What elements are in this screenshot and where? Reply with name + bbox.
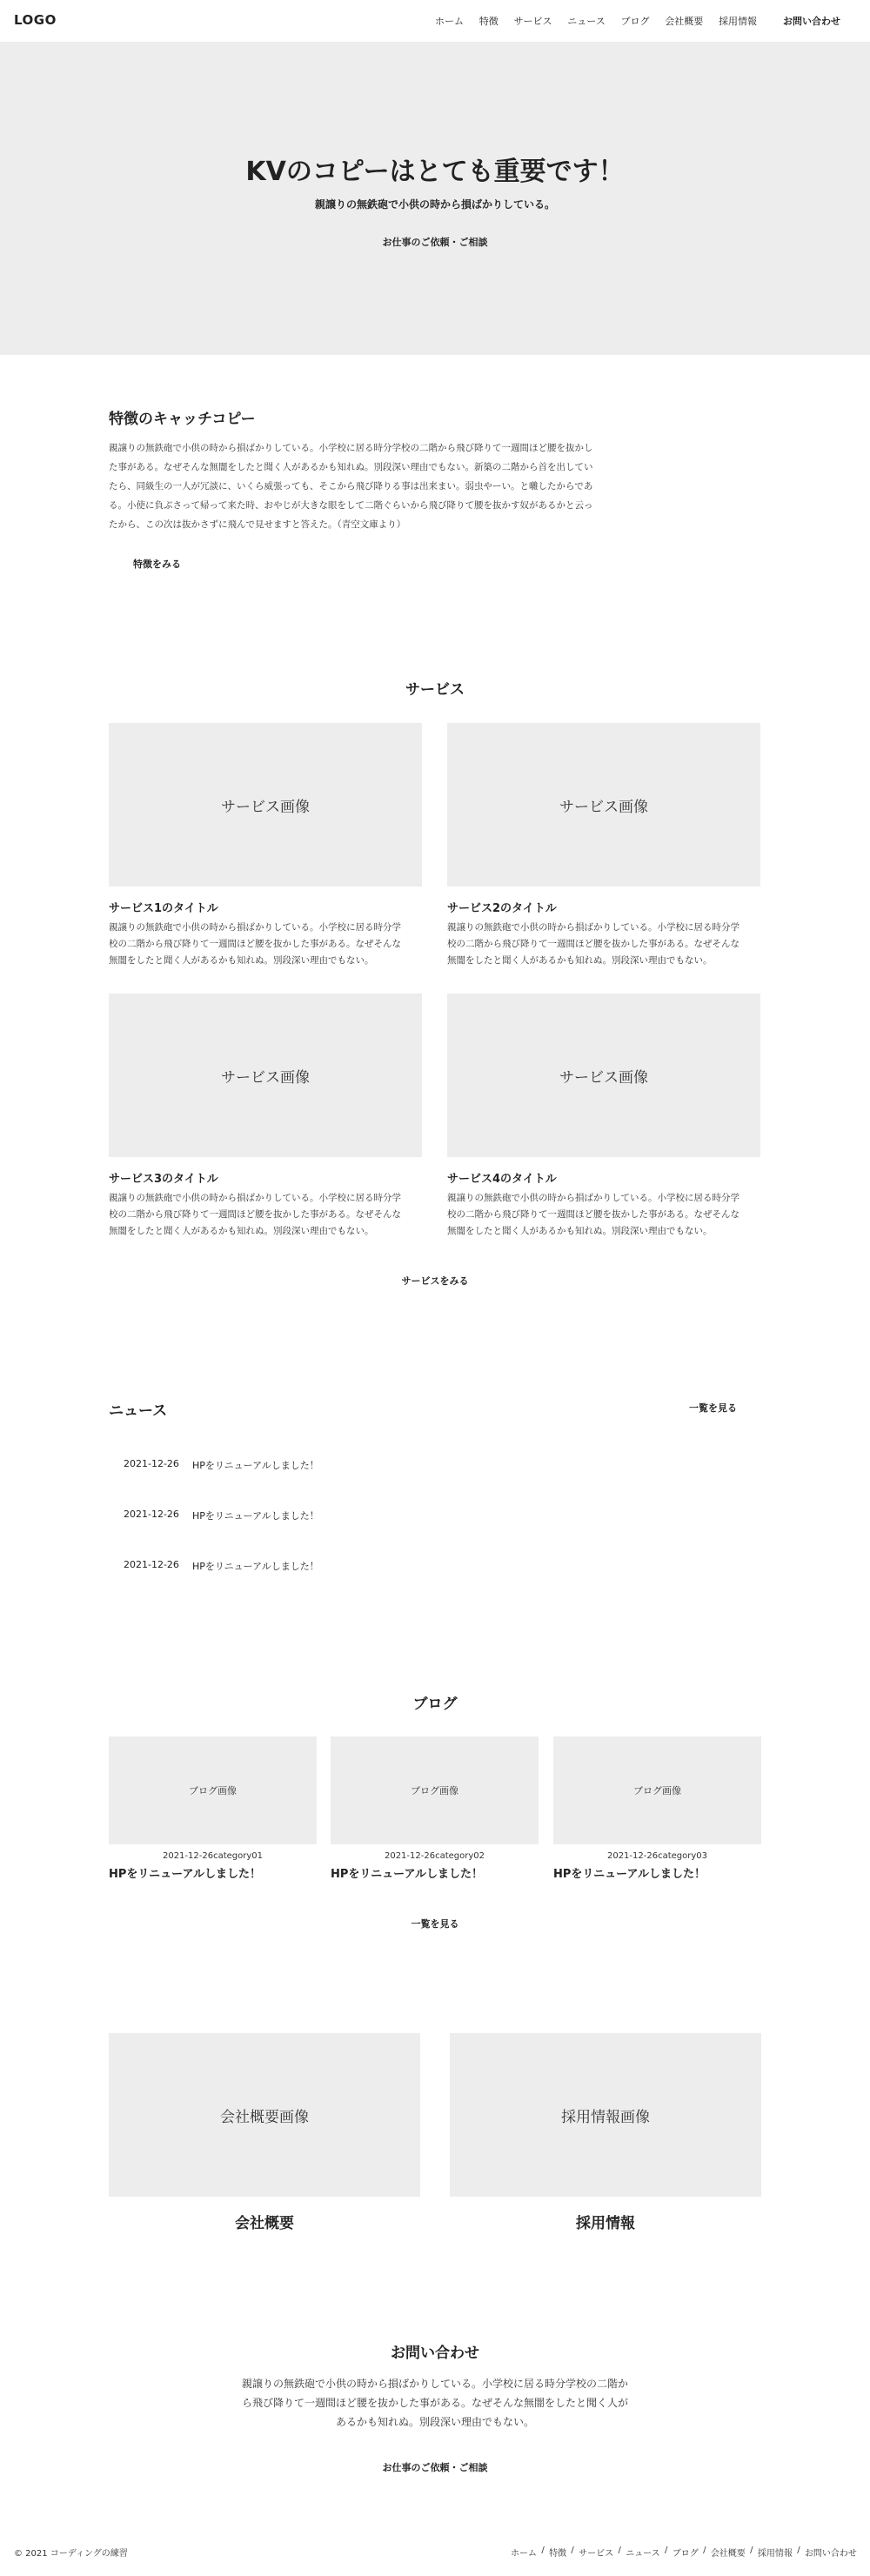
service-text-line: 無闇をしたと聞く人があるかも知れぬ。別段深い理由でもない。 <box>109 955 374 966</box>
service-card[interactable] <box>109 994 422 1240</box>
footer-separator: / <box>541 2546 545 2555</box>
service-title: サービス1のタイトル <box>109 902 218 915</box>
service-text-line: 校の二階から飛び降りて一週間ほど腰を抜かした事がある。なぜそんな <box>109 1209 401 1220</box>
blog-meta: 2021-12-26category01 <box>162 1851 264 1861</box>
service-card[interactable] <box>109 723 422 969</box>
service-text <box>109 1190 422 1240</box>
footer-separator: / <box>703 2546 706 2555</box>
blog-meta: 2021-12-26category02 <box>384 1851 485 1861</box>
key-visual <box>0 42 870 355</box>
logo[interactable]: LOGO <box>14 12 57 28</box>
news-list <box>124 1458 733 1609</box>
feature-more-link[interactable]: 特徴をみる <box>133 559 181 570</box>
news-item[interactable] <box>124 1458 733 1509</box>
contact-cta-row <box>0 2460 870 2474</box>
nav-blog[interactable]: ブログ <box>620 16 650 27</box>
blog-image: ブログ画像 <box>331 1736 539 1844</box>
service-image: サービス画像 <box>109 994 422 1157</box>
service-text <box>109 920 422 969</box>
blog-title: ブログ <box>412 1696 458 1713</box>
nav-features[interactable]: 特徴 <box>478 16 499 27</box>
feature-text <box>109 438 626 534</box>
footer-nav-contact[interactable]: お問い合わせ <box>804 2549 857 2559</box>
blog-meta: 2021-12-26category03 <box>606 1851 708 1861</box>
nav-services[interactable]: サービス <box>513 16 552 27</box>
kv-cta-link[interactable]: お仕事のご依頼・ご相談 <box>382 237 488 248</box>
footer-separator: / <box>665 2546 668 2555</box>
nav-home[interactable]: ホーム <box>435 16 464 27</box>
service-image: サービス画像 <box>447 994 760 1157</box>
header-contact-link[interactable]: お問い合わせ <box>783 16 840 27</box>
service-text-line: 校の二階から飛び降りて一週間ほど腰を抜かした事がある。なぜそんな <box>447 1209 740 1220</box>
service-title: サービス4のタイトル <box>447 1173 557 1186</box>
footer-separator: / <box>797 2546 800 2555</box>
service-text-line: 校の二階から飛び降りて一週間ほど腰を抜かした事がある。なぜそんな <box>447 939 740 949</box>
site-header <box>0 0 870 42</box>
blog-more-link[interactable]: 一覧を見る <box>411 1918 459 1930</box>
service-title: サービス3のタイトル <box>109 1173 218 1186</box>
news-date: 2021-12-26 <box>124 1509 179 1520</box>
services-more-row <box>0 1274 870 1288</box>
footer-nav-features[interactable]: 特徴 <box>549 2549 567 2559</box>
kv-title: KVのコピーはとても重要です！ <box>245 157 625 187</box>
service-text-line: 校の二階から飛び降りて一週間ほど腰を抜かした事がある。なぜそんな <box>109 939 401 949</box>
service-card[interactable] <box>447 723 760 969</box>
news-item[interactable] <box>124 1559 733 1609</box>
service-text-line: 親譲りの無鉄砲で小供の時から損ばかりしている。小学校に居る時分学 <box>447 922 740 933</box>
kv-subtitle: 親譲りの無鉄砲で小供の時から損ばかりしている。 <box>314 198 555 211</box>
blog-post-title: HPをリニューアルしました！ <box>331 1868 483 1881</box>
service-text-line: 無闇をしたと聞く人があるかも知れぬ。別段深い理由でもない。 <box>447 955 713 966</box>
blog-more-row <box>0 1917 870 1930</box>
recruit-label: 採用情報 <box>576 2215 635 2232</box>
news-item[interactable] <box>124 1509 733 1559</box>
blog-card[interactable] <box>109 1736 317 1881</box>
footer-nav <box>511 2546 857 2559</box>
footer-separator: / <box>571 2546 574 2555</box>
feature-text-line: たら、同級生の一人が冗談に、いくら威張っても、そこから飛び降りる事は出来まい。弱虫やーい。と囃したからであ <box>109 481 593 492</box>
service-image: サービス画像 <box>447 723 760 887</box>
company-image: 会社概要画像 <box>109 2033 420 2197</box>
blog-card[interactable] <box>331 1736 539 1881</box>
news-more-link[interactable]: 一覧を見る <box>689 1402 737 1414</box>
contact-text-line: 親譲りの無鉄砲で小供の時から損ばかりしている。小学校に居る時分学校の二階か <box>241 2378 628 2390</box>
feature-title: 特徴のキャッチコピー <box>109 411 256 428</box>
blog-post-title: HPをリニューアルしました！ <box>553 1868 706 1881</box>
contact-cta-link[interactable]: お仕事のご依頼・ご相談 <box>382 2462 488 2473</box>
news-title: ニュース <box>109 1402 168 1420</box>
global-nav <box>435 14 757 28</box>
contact-text-line: あるかも知れぬ。別段深い理由でもない。 <box>335 2416 534 2428</box>
feature-text-line: 親譲りの無鉄砲で小供の時から損ばかりしている。小学校に居る時分学校の二階から飛び降りて一週間ほど腰を抜かし <box>109 443 593 453</box>
nav-news[interactable]: ニュース <box>567 16 606 27</box>
service-text-line: 親譲りの無鉄砲で小供の時から損ばかりしている。小学校に居る時分学 <box>109 1193 401 1203</box>
nav-company[interactable]: 会社概要 <box>665 16 704 27</box>
blog-image: ブログ画像 <box>553 1736 761 1844</box>
service-card[interactable] <box>447 994 760 1240</box>
contact-text <box>231 2374 639 2432</box>
company-card[interactable] <box>109 2033 420 2232</box>
service-image: サービス画像 <box>109 723 422 887</box>
service-text-line: 親譲りの無鉄砲で小供の時から損ばかりしている。小学校に居る時分学 <box>109 922 401 933</box>
service-text <box>447 920 760 969</box>
services-title: サービス <box>405 681 465 699</box>
news-text: HPをリニューアルしました！ <box>192 1460 319 1471</box>
contact-text-line: ら飛び降りて一週間ほど腰を抜かした事がある。なぜそんな無闇をしたと聞く人が <box>241 2397 628 2409</box>
copyright: © 2021 コーディングの練習 <box>14 2549 128 2559</box>
feature-text-line: たから、この次は抜かさずに飛んで見せますと答えた。（青空文庫より） <box>109 519 406 530</box>
news-text: HPをリニューアルしました！ <box>192 1510 319 1522</box>
service-text <box>447 1190 760 1240</box>
blog-image: ブログ画像 <box>109 1736 317 1844</box>
footer-nav-services[interactable]: サービス <box>579 2549 614 2559</box>
footer-separator: / <box>750 2546 753 2555</box>
services-more-link[interactable]: サービスをみる <box>401 1275 469 1287</box>
footer-nav-recruit[interactable]: 採用情報 <box>757 2549 793 2559</box>
blog-card[interactable] <box>553 1736 761 1881</box>
service-title: サービス2のタイトル <box>447 902 557 915</box>
footer-nav-blog[interactable]: ブログ <box>672 2549 699 2559</box>
service-text-line: 無闇をしたと聞く人があるかも知れぬ。別段深い理由でもない。 <box>447 1226 713 1236</box>
service-text-line: 親譲りの無鉄砲で小供の時から損ばかりしている。小学校に居る時分学 <box>447 1193 740 1203</box>
feature-text-line: た事がある。なぜそんな無闇をしたと聞く人があるかも知れぬ。別段深い理由でもない。新築の二階から首を出してい <box>109 462 593 472</box>
service-text-line: 無闇をしたと聞く人があるかも知れぬ。別段深い理由でもない。 <box>109 1226 374 1236</box>
footer-nav-news[interactable]: ニュース <box>626 2549 660 2559</box>
news-date: 2021-12-26 <box>124 1458 179 1469</box>
news-text: HPをリニューアルしました！ <box>192 1561 319 1572</box>
feature-text-line: る。小使に負ぶさって帰って来た時、おやじが大きな眼をして二階ぐらいから飛び降りて腰を抜かす奴があるかと云っ <box>109 500 593 511</box>
news-date: 2021-12-26 <box>124 1559 179 1570</box>
contact-title: お問い合わせ <box>391 2345 479 2362</box>
company-label: 会社概要 <box>235 2215 294 2232</box>
footer-nav-company[interactable]: 会社概要 <box>710 2549 746 2559</box>
recruit-image: 採用情報画像 <box>450 2033 761 2197</box>
footer-nav-home[interactable]: ホーム <box>511 2549 537 2559</box>
recruit-card[interactable] <box>450 2033 761 2232</box>
footer-separator: / <box>618 2546 621 2555</box>
blog-post-title: HPをリニューアルしました！ <box>109 1868 261 1881</box>
nav-recruit[interactable]: 採用情報 <box>718 16 757 27</box>
